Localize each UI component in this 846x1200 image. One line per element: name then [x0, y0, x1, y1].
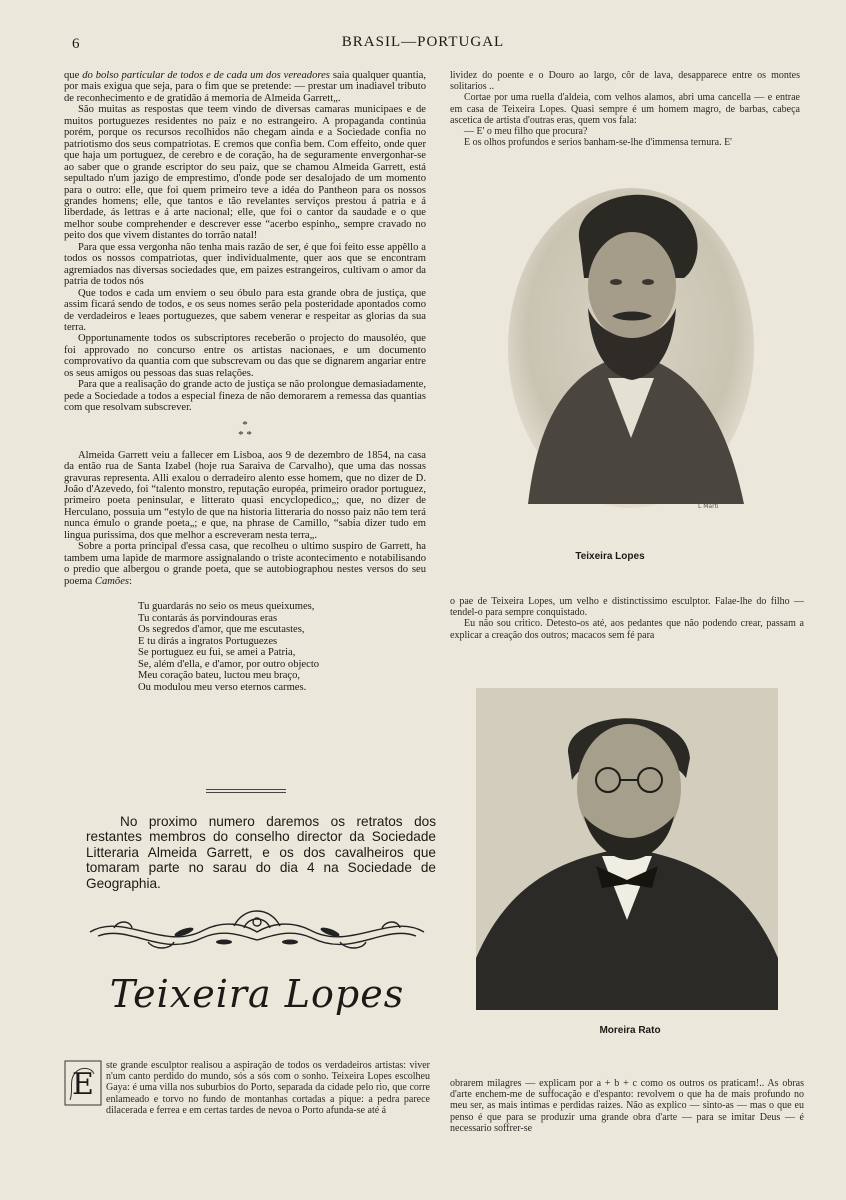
portrait-caption: Moreira Rato	[599, 1025, 661, 1036]
paragraph	[450, 70, 800, 92]
paragraph	[450, 126, 800, 137]
paragraph	[450, 92, 800, 126]
paragraph	[64, 379, 426, 413]
paragraph	[64, 333, 426, 379]
poem-line: Se, além d'ella, e d'amor, por outro objecto	[138, 658, 320, 670]
poem-verses	[138, 601, 426, 693]
paragraph	[64, 541, 426, 587]
separator-stars-bottom: * *	[238, 428, 252, 441]
text-run: Sobre a porta principal d'essa casa, que recolheu o ultimo suspiro de Garrett, ha tambem uma lapide de marmore assignalando o triste acontecimento e notabilisando o predio que albergou o grande poeta, que se autobiographou nestes versos do seu poema	[64, 541, 426, 587]
article-title: Teixeira Lopes	[109, 972, 405, 1016]
dropcap-letter: E	[72, 1067, 94, 1102]
divider-rule	[206, 789, 286, 790]
paragraph	[450, 618, 804, 640]
poem-line: E tu dirás a ingratos Portuguezes	[138, 635, 278, 647]
ornamental-vignette	[84, 902, 430, 962]
text-run: Opportunamente todos os subscriptores receberão o projecto do mausoléo, que foi approvado no concurso entre os artistas nacionaes, e um documento comprovativo da quantia com que subscrevam ou das que se dignarem angariar entre os seus amigos ou pessoas das suas relações.	[64, 333, 426, 379]
right-column-middle	[450, 596, 804, 641]
text-run: saia qualquer quantia, por mais exigua que seja, para o fim que se pretende: — prestar um inadiavel tributo de reconhecimento e de gratidão á memoria de Almeida Garrett„.	[64, 70, 426, 104]
section-separator	[64, 420, 426, 440]
text-run: :	[129, 575, 132, 587]
portrait-moreira-rato	[476, 688, 778, 1010]
right-column-top	[450, 70, 800, 148]
text-run: Que todos e cada um enviem o seu óbulo para esta grande obra de justiça, que assim ficará sendo de todos, e os seus nomes serão pela posteridade apontados como de verdadeiros e leaes portuguezes, que sabem venerar e respeitar as glorias da sua terra.	[64, 287, 426, 333]
text-run: — E' o meu filho que procura?	[464, 126, 588, 138]
left-column	[64, 70, 426, 693]
article-text-left: ste grande esculptor realisou a aspiração de todos os verdadeiros artistas: viver n'um canto perdido do mundo, sós a sós com o sonho. Teixeira Lopes escolheu Gaya: é uma villa nos suburbios do Porto, separada da cidade pelo rio, que corre enlameado e torvo no fundo de montanhas cortadas a pique: a pedra parece dilacerada e ferrea e em certas tardes de nevoa o Porto afunda-se até á	[106, 1060, 430, 1116]
article-body-right: obrarem milagres — explicam por a + b + c como os outros os praticam!.. As obras d'arte enchem-me de suffocação e d'espanto: revolvem o que ha de mais profundo no meu ser, as mais intimas e perdidas raizes. Não as explico — sinto-as — mas o que eu penso é que para se produzir uma grande obra d'arte — para se imitar Deus — é necessario soffrer-se	[450, 1078, 804, 1134]
text-run: o pae de Teixeira Lopes, um velho e distinctissimo esculptor. Falae-lhe do filho — tendel-o para sempre conquistado.	[450, 596, 804, 619]
page-number: 6	[72, 36, 80, 52]
portrait-caption: Teixeira Lopes	[575, 551, 645, 562]
left-column-paragraphs-2	[64, 450, 426, 587]
paragraph	[64, 288, 426, 334]
text-run: Para que essa vergonha não tenha mais razão de ser, é que foi feito esse appêllo a todos os nossos compatriotas, quer individualmente, quer aos que se encontram agremiados nas diversas sociedades que, em paizes estrangeiros, cultivam o amor da patria de todos nós	[64, 241, 426, 288]
poem-line: Se portuguez eu fui, se amei a Patria,	[138, 647, 296, 659]
left-column-paragraphs	[64, 70, 426, 414]
text-run: São muitas as respostas que teem vindo de diversas camaras municipaes e de muitos portuguezes residentes no paiz e no estrangeiro. A propaganda continúa porém, porque os recursos recolhidos não chegam ainda e a Sociedade confia no patriotismo dos seus compatriotas. E cremos que confia bem. Com effeito, onde quer que haja um portuguez, de cerebro e de coração, ha de seguramente envergonhar-se ao saber que o grande escriptor do seu paiz, que se chamou Almeida Garrett, está sepultado n'um jazigo de emprestimo, d'onde pode ser desalojado de um momento para o outro: elle, que foi quem primeiro teve a idéa do Pantheon para os nossos grandes homens; elle, que tantos e tão revelantes serviços prestou á patria e á liberdade, ás lettras e á arte nacional; elle, que foi o cantor da saudade e o que melhor soube comprehender e descrever esse “acerbo espinho„ sempre cravado no peito dos que vivem distantes do torrão natal!	[64, 104, 426, 242]
paragraph	[450, 596, 804, 618]
text-run: Almeida Garrett veiu a fallecer em Lisboa, aos 9 de dezembro de 1854, na casa da então rua de Santa Izabel (hoje rua Saraiva de Carvalho), que uma das nossas gravuras representa. Alli exalou o derradeiro alento esse homem, que no dizer de D. João d'Azevedo, foi “talento monstro, reputação européa, primeiro orador portuguez, primeiro poeta peninsular, e litterato quasi encyclopedico„; que, no dizer de Herculano, possuia um “estylo de que na historia litteraria do nosso paiz não tem terá nunca émulo o grande poeta„; e que, na phrase de Camillo, “sabia dizer tudo em lingua purissima, dos que melhor a escreveram nesta terra„.	[64, 449, 426, 541]
text-run: Para que a realisação do grande acto de justiça se não prolongue demasiadamente, pede a Sociedade a todos a especial fineza de não demorarem a remessa das quantias com que resolvam subscrever.	[64, 379, 426, 414]
paragraph	[64, 104, 426, 241]
paragraph	[64, 242, 426, 288]
article-body-left	[64, 1060, 430, 1116]
text-run: E os olhos profundos e serios banham-se-lhe d'immensa ternura. E'	[464, 137, 732, 149]
poem-line: Meu coração bateu, luctou meu braço,	[138, 670, 301, 682]
right-column-paragraphs	[450, 70, 800, 148]
text-run: lividez do poente e o Douro ao largo, côr de lava, desapparece entre os montes solitarios ..	[450, 70, 800, 93]
text-run: Cortae por uma ruella d'aldeia, com velhos alamos, abri uma cancella — e entrae em casa de Teixeira Lopes. Quasi sempre é um homem magro, de barbas, cabeça ascetica de artista d'outras eras, quem vos fala:	[450, 92, 800, 126]
divider-rule	[206, 792, 286, 793]
poem-line: Os segredos d'amor, que me escutastes,	[138, 624, 305, 636]
portrait-teixeira-lopes	[508, 178, 754, 510]
paragraph	[64, 450, 426, 542]
engraver-signature: L Marti	[698, 503, 719, 510]
text-run: que	[64, 70, 83, 81]
text-run: do bolso particular de todos e de cada um dos vereadores	[82, 70, 330, 81]
decorative-dropcap	[64, 1060, 102, 1106]
separator-star-top: *	[242, 418, 248, 431]
paragraph	[64, 70, 426, 104]
poem-line: Ou modulou meu verso eternos carmes.	[138, 681, 307, 693]
poem-line: Tu guardarás no seio os meus queixumes,	[138, 601, 315, 613]
page-header-title: BRASIL—PORTUGAL	[341, 34, 505, 50]
editorial-notice: No proximo numero daremos os retratos dos restantes membros do conselho director da Sociedade Litteraria Almeida Garrett, e os dos cavalheiros que tomaram parte no sarau do dia 4 na Sociedade de Geographia.	[86, 814, 436, 891]
poem-line: Tu contarás ás porvindouras eras	[138, 612, 278, 624]
text-run: Camões	[94, 575, 130, 587]
paragraph	[450, 137, 800, 148]
text-run: Eu não sou critico. Detesto-os até, aos pedantes que não podendo crear, passam a explicar a creação dos outros; macacos sem fé para	[450, 618, 804, 641]
